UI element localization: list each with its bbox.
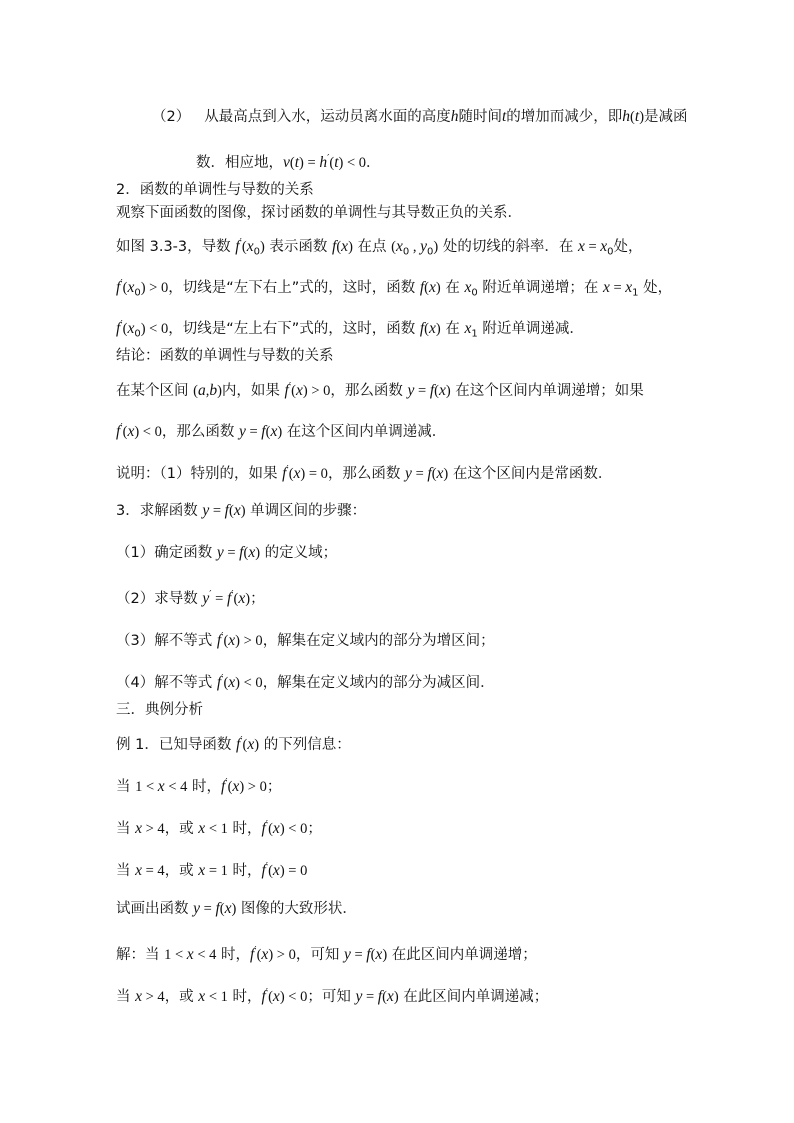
conclusion-heading: 结论：函数的单调性与导数的关系 <box>116 348 334 364</box>
text-line-1: （2） 从最高点到入水，运动员离水面的高度h随时间t的增加而减少，即h(t)是减函 <box>152 108 688 125</box>
text-line-2: 数．相应地，v(t) = h′(t) < 0． <box>196 153 381 171</box>
step-3: （3）解不等式 f′(x) > 0，解集在定义域内的部分为增区间； <box>116 631 495 649</box>
example-condition-3: 当 x = 4，或 x = 1 时，f′(x) = 0 <box>116 861 308 879</box>
step-1: （1）确定函数 y = f(x) 的定义域； <box>116 544 338 561</box>
example-task: 试画出函数 y = f(x) 图像的大致形状． <box>116 900 357 917</box>
section-heading-examples: 三．典例分析 <box>116 702 203 718</box>
text-line-4: 观察下面函数的图像，探讨函数的单调性与其导数正负的关系． <box>116 205 522 221</box>
step-4: （4）解不等式 f′(x) < 0，解集在定义域内的部分为减区间． <box>116 673 495 691</box>
text-line-7: $f'(x_0) < 0$，切线是“左上右下”式的，这时，函数 f(x) 在 $x_1$ 附近单调递减． <box>116 319 584 340</box>
note-line: 说明：（1）特别的，如果 f′(x) = 0，那么函数 y = f(x) 在这个区间内是常函数． <box>116 464 613 482</box>
example-condition-1: 当 1 < x < 4 时，f′(x) > 0； <box>116 777 282 795</box>
text-line-5: 如图 3.3-3，导数 $f'(x_0)$ 表示函数 f(x) 在点 ($x_0$ , $y_0$) 处的切线的斜率．在 $x = x_0$处， <box>116 237 643 258</box>
solution-line-1: 解：当 1 < x < 4 时，f′(x) > 0，可知 y = f(x) 在此区间内单调递增； <box>116 945 537 963</box>
step-2: （2）求导数 y′ = f′(x)； <box>116 589 265 607</box>
example-1-title: 例 1．已知导函数 f′(x) 的下列信息： <box>116 735 351 753</box>
text-line-6: $f'(x_0) > 0$，切线是“左下右上”式的，这时，函数 f(x) 在 $x_0$ 附近单调递增；在 $x = x_1$ 处， <box>116 278 673 299</box>
section-heading-3: 3．求解函数 y = f(x) 单调区间的步骤： <box>116 502 367 519</box>
text-line-10: f′(x) < 0，那么函数 y = f(x) 在这个区间内单调递减． <box>116 422 447 440</box>
section-heading-2: 2．函数的单调性与导数的关系 <box>116 182 314 198</box>
example-condition-2: 当 x > 4，或 x < 1 时，f′(x) < 0； <box>116 819 322 837</box>
text-line-9: 在某个区间 (a,b)内，如果 f′(x) > 0，那么函数 y = f(x) 在这个区间内单调递增；如果 <box>116 381 644 399</box>
solution-line-2: 当 x > 4，或 x < 1 时，f′(x) < 0；可知 y = f(x) 在此区间内单调递减； <box>116 987 549 1005</box>
